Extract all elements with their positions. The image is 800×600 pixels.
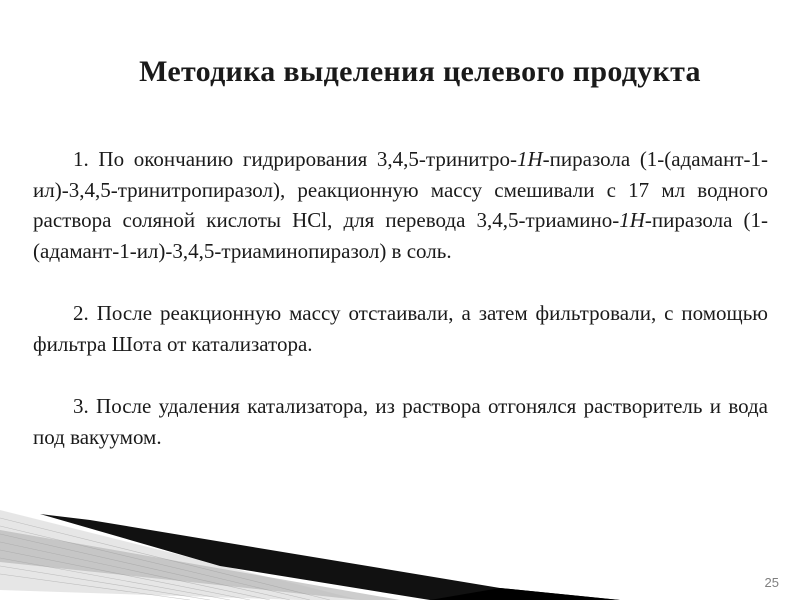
- slide-body: [33, 144, 768, 484]
- paragraph-1-part-1: 1. По окончанию гидрирования 3,4,5-тринитро-: [73, 147, 517, 171]
- page-number: 25: [764, 575, 779, 590]
- paragraph-3: 3. После удаления катализатора, из раствора отгонялся растворитель и вода под вакуумом.: [33, 394, 768, 449]
- paragraph-1: [33, 144, 768, 266]
- slide-title: Методика выделения целевого продукта: [139, 55, 701, 88]
- paragraph-1-italic-1h-2: 1H: [619, 208, 645, 232]
- paragraph-1-part-3: -пиразола (1-(адамант-1-ил)-3,4,5-триаминопиразол) в соль.: [33, 208, 768, 263]
- paragraph-2: 2. После реакционную массу отстаивали, а затем фильтровали, с помощью фильтра Шота от катализатора.: [33, 301, 768, 356]
- paragraph-1-part-2: -пиразола (1-(адамант-1-ил)-3,4,5-тринитропиразол), реакционную массу смешивали с 17 мл водного раствора соляной кислоты HCl, для перевода 3,4,5-триамино-: [33, 147, 768, 232]
- corner-swoosh-decoration: [0, 490, 800, 600]
- paragraph-1-italic-1h: 1H: [516, 147, 543, 171]
